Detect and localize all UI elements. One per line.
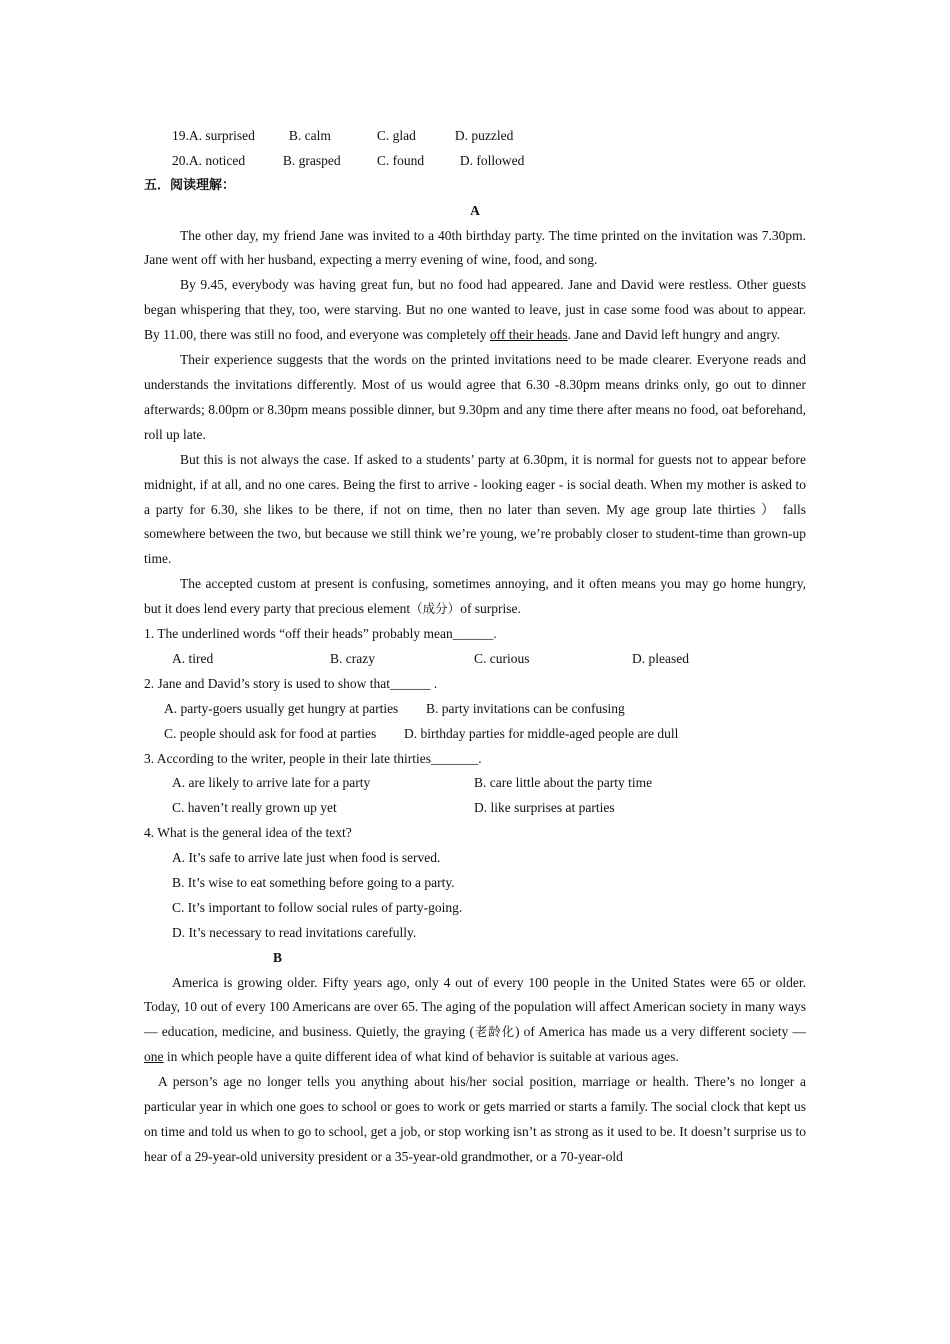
option-c: C. curious [474,650,530,666]
chinese-gloss: （成分） [410,601,461,617]
question-4-option-b: B. It’s wise to eat something before going to a party. [172,874,455,890]
question-3-stem: 3. According to the writer, people in their late thirties_______. [144,750,482,766]
option-d: D. pleased [632,650,689,666]
option-d: D. puzzled [454,128,514,143]
section-title: 五．阅读理解： [144,177,236,193]
text: . Jane and David left hungry and angry. [567,327,781,343]
question-4-option-c: C. It’s important to follow social rules of party-going. [172,899,463,915]
question-2-stem: 2. Jane and David’s story is used to show that______ . [144,675,438,691]
question-4-stem: 4. What is the general idea of the text? [144,825,352,841]
question-number: 19. [172,128,189,143]
option-b: B. crazy [330,650,375,666]
question-20 [144,149,806,174]
text: America is growing older. Fifty years ago, only 4 out of every 100 people in the United States were 65 or older. Today, 10 out of every 100 Americans are over 65. The aging of the population will affect American society in many ways — education, medicine, and business. Quietly, the graying ( [144,974,806,1040]
option-c: C. glad [376,128,416,143]
passage-a-label: A [470,202,480,218]
option-a: A. tired [172,650,214,666]
option-a: A. are likely to arrive late for a party [172,775,371,791]
option-b: B. calm [288,128,331,143]
option-b: B. grasped [282,152,341,168]
question-3-options-ab [144,771,806,796]
text: ) of America has made us a very different society — [514,1024,806,1040]
passage-a-paragraph-4: But this is not always the case. If asked to a students’ party at 6.30pm, it is normal for guests not to appear before midnight, if at all, and no one cares. Being the first to arrive - looking eager - is social death. When my mother is asked to a party for 6.30, she likes to be there, if not on time, then no later than seven. My age group late thirties ） falls somewhere between the two, but because we still think we’re young, we’re probably closer to student-time than grown-up time. [144,451,806,567]
question-2-options-ab [144,697,806,722]
underlined-phrase: off their heads [489,327,568,343]
passage-b-paragraph-2: A person’s age no longer tells you anything about his/her social position, marriage or health. There’s no longer a particular year in which one goes to school or goes to work or gets married or starts a family. The social clock that kept us on time and told us when to go to school, get a job, or stop working isn’t as strong as it used to be. It doesn’t surprise us to hear of a 29-year-old university president or a 35-year-old grandmother, or a 70-year-old [144,1074,806,1164]
option-c: C. people should ask for food at parties [164,725,377,741]
question-1-stem: 1. The underlined words “off their heads” probably mean______. [144,626,497,642]
option-d: D. like surprises at parties [474,800,615,816]
option-c: C. haven’t really grown up yet [172,800,337,816]
passage-b-label: B [273,949,283,965]
question-19 [144,124,806,149]
option-d: D. followed [459,152,525,168]
question-4-option-d: D. It’s necessary to read invitations carefully. [172,924,417,940]
text: The accepted custom at present is confusing, sometimes annoying, and it often means you may go home hungry, but it does lend every party that precious element [144,576,806,617]
option-a: A. party-goers usually get hungry at parties [164,700,399,716]
passage-b-paragraph-1 [144,971,806,1071]
option-a: A. surprised [188,128,255,143]
question-2-options-cd [144,722,806,747]
text: By 9.45, everybody was having great fun, but no food had appeared. Jane and David were restless. Other guests began whispering that they, too, were starving. But no one wanted to leave, just in case some food was about to appear. By 11.00, there was still no food, and everyone was completely [144,277,806,343]
question-4-option-a: A. It’s safe to arrive late just when food is served. [172,850,441,866]
text: of surprise. [460,601,521,617]
underlined-word: one [144,1049,164,1065]
option-b: B. care little about the party time [474,775,653,791]
option-b: B. party invitations can be confusing [426,700,625,716]
passage-a-paragraph-1: The other day, my friend Jane was invited to a 40th birthday party. The time printed on the invitation was 7.30pm. Jane went off with her husband, expecting a merry evening of wine, food, and song. [144,227,806,268]
option-d: D. birthday parties for middle-aged people are dull [404,725,679,741]
text: in which people have a quite different idea of what kind of behavior is suitable at various ages. [163,1049,679,1065]
document-content [144,124,806,1170]
chinese-gloss: 老龄化 [473,1024,515,1040]
question-3-options-cd [144,796,806,821]
passage-a-paragraph-5 [144,572,806,622]
option-a: A. noticed [188,152,246,168]
option-c: C. found [376,152,425,168]
passage-a-paragraph-2 [144,273,806,348]
passage-a-paragraph-3: Their experience suggests that the words on the printed invitations need to be made clearer. Everyone reads and understands the invitations differently. Most of us would agree that 6.30 -8.30pm means drinks only, go out to dinner afterwards; 8.00pm or 8.30pm means possible dinner, but 9.30pm and any time there after means no food, oat beforehand, roll up late. [144,352,806,442]
question-1-options [144,647,806,672]
question-number: 20. [172,152,189,168]
